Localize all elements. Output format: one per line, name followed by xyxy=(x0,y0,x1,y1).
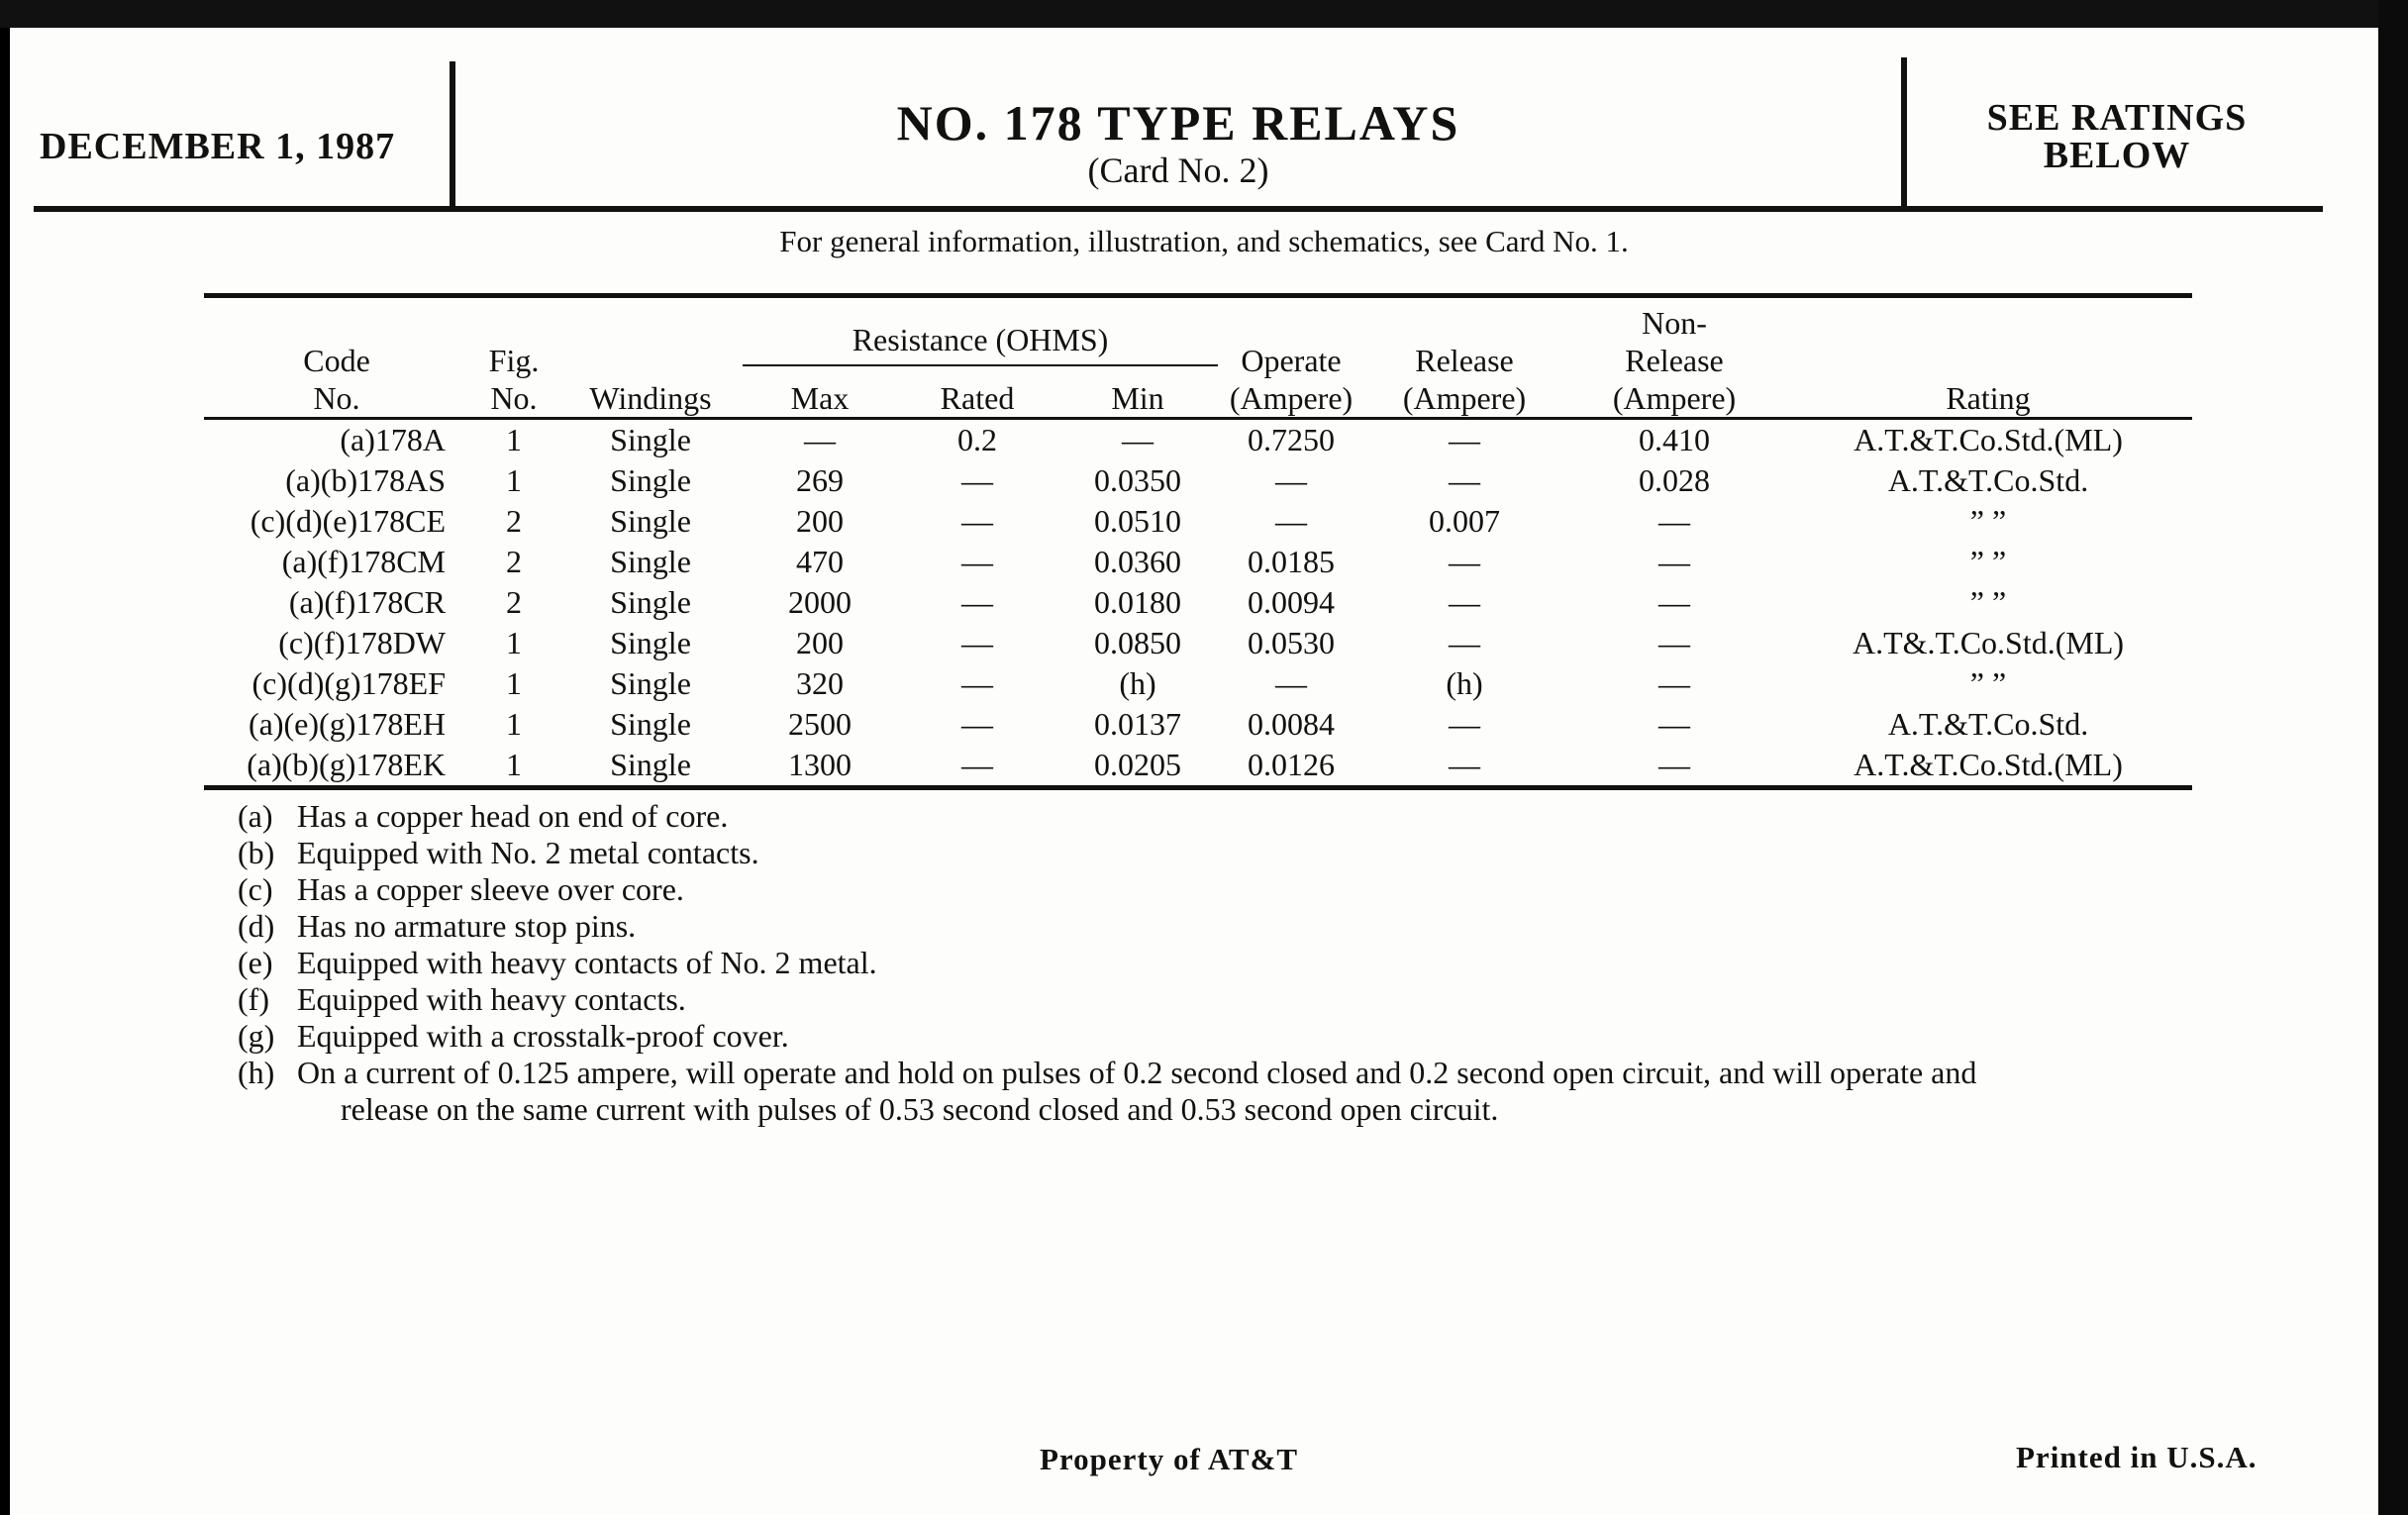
cell-rating: A.T.&T.Co.Std. xyxy=(1887,706,2089,742)
footnote-text: Equipped with a crosstalk-proof cover. xyxy=(297,1018,789,1054)
cell-operate: 0.0185 xyxy=(1248,544,1335,579)
cell-nonrelease: 0.410 xyxy=(1639,422,1710,457)
cell-release: — xyxy=(1449,706,1480,742)
footnote-text: Equipped with heavy contacts of No. 2 metal. xyxy=(297,945,877,980)
cell-nonrelease: 0.028 xyxy=(1639,462,1710,498)
cell-rating: ” ” xyxy=(1969,544,2007,579)
cell-operate: 0.0084 xyxy=(1248,706,1335,742)
cell-rated: — xyxy=(961,462,993,498)
cell-min: 0.0350 xyxy=(1094,462,1181,498)
table-row xyxy=(204,460,2192,501)
cell-release: (h) xyxy=(1446,665,1483,701)
ratings-note-line1: SEE RATINGS xyxy=(1986,97,2248,139)
cell-rated: — xyxy=(961,747,993,782)
cell-code: (c)(d)(g)178EF xyxy=(251,665,446,701)
table-row xyxy=(204,704,2192,745)
cell-max: 2000 xyxy=(788,584,852,620)
footnote-item xyxy=(238,981,2218,1018)
cell-operate: — xyxy=(1275,503,1307,539)
table-row xyxy=(204,419,2192,461)
printed-notice: Printed in U.S.A. xyxy=(2016,1440,2258,1474)
cell-min: 0.0510 xyxy=(1094,503,1181,539)
footnote-label: (d) xyxy=(238,908,275,944)
table-row xyxy=(204,745,2192,788)
cell-windings: Single xyxy=(610,625,691,660)
cell-max: — xyxy=(804,422,836,457)
cell-fig: 2 xyxy=(506,544,522,579)
cell-release: — xyxy=(1449,462,1480,498)
header-divider-right xyxy=(1901,57,1907,206)
footnote-label: (e) xyxy=(238,945,273,980)
footnote-label: (c) xyxy=(238,871,273,907)
cell-operate: 0.0094 xyxy=(1248,584,1335,620)
cell-code: (c)(f)178DW xyxy=(278,625,446,660)
cell-release: — xyxy=(1449,584,1480,620)
footnote-label: (h) xyxy=(238,1055,275,1090)
col-res-max: Max xyxy=(790,380,850,416)
cell-operate: 0.0126 xyxy=(1248,747,1335,782)
cell-fig: 1 xyxy=(506,462,522,498)
cell-rating: A.T.&T.Co.Std.(ML) xyxy=(1854,747,2123,782)
cell-nonrelease: — xyxy=(1658,625,1690,660)
footnote-item xyxy=(238,1018,2218,1055)
cell-rated: — xyxy=(961,665,993,701)
cell-windings: Single xyxy=(610,706,691,742)
col-fig: Fig. No. xyxy=(488,343,540,416)
cell-windings: Single xyxy=(610,503,691,539)
cell-windings: Single xyxy=(610,462,691,498)
footnote-text: Equipped with No. 2 metal contacts. xyxy=(297,835,759,870)
col-resistance-group: Resistance (OHMS) xyxy=(743,296,1218,366)
cell-release: — xyxy=(1449,422,1480,457)
cell-min: 0.0137 xyxy=(1094,706,1181,742)
cell-rating: A.T&.T.Co.Std.(ML) xyxy=(1852,625,2125,660)
cell-code: (a)178A xyxy=(340,422,446,457)
ratings-note xyxy=(1909,99,2325,174)
footnote-label: (b) xyxy=(238,835,275,870)
cell-code: (a)(b)178AS xyxy=(285,462,446,498)
cell-max: 269 xyxy=(796,462,844,498)
cell-fig: 2 xyxy=(506,503,522,539)
cell-max: 1300 xyxy=(788,747,852,782)
cell-code: (a)(b)(g)178EK xyxy=(247,747,446,782)
col-res-rated: Rated xyxy=(940,380,1015,416)
header-rule xyxy=(34,206,2323,212)
cell-min: 0.0850 xyxy=(1094,625,1181,660)
cell-max: 320 xyxy=(796,665,844,701)
cell-rating: ” ” xyxy=(1969,584,2007,620)
card-title-block xyxy=(455,95,1901,190)
footnote-text: Equipped with heavy contacts. xyxy=(297,981,686,1017)
footnote-text: Has no armature stop pins. xyxy=(297,908,637,944)
col-rating: Rating xyxy=(1946,380,2031,416)
cell-code: (a)(f)178CM xyxy=(281,544,446,579)
cell-release: 0.007 xyxy=(1429,503,1500,539)
cell-fig: 1 xyxy=(506,706,522,742)
cell-max: 470 xyxy=(796,544,844,579)
table-row xyxy=(204,542,2192,582)
cell-nonrelease: — xyxy=(1658,584,1690,620)
footnote-label: (a) xyxy=(238,798,273,834)
card-title: NO. 178 TYPE RELAYS xyxy=(896,95,1460,151)
cell-fig: 1 xyxy=(506,625,522,660)
cell-release: — xyxy=(1449,747,1480,782)
cell-windings: Single xyxy=(610,747,691,782)
card-subtitle: (Card No. 2) xyxy=(1087,151,1269,190)
cell-windings: Single xyxy=(610,544,691,579)
cell-rated: — xyxy=(961,625,993,660)
col-windings: Windings xyxy=(589,380,712,416)
cell-fig: 1 xyxy=(506,422,522,457)
footnote-item xyxy=(238,835,2218,871)
cell-windings: Single xyxy=(610,584,691,620)
table-row xyxy=(204,501,2192,542)
property-notice: Property of AT&T xyxy=(1040,1442,1299,1476)
cell-min: 0.0205 xyxy=(1094,747,1181,782)
footnote-item xyxy=(238,798,2218,835)
cell-rated: — xyxy=(961,706,993,742)
footnote-label: (g) xyxy=(238,1018,275,1054)
cell-windings: Single xyxy=(610,422,691,457)
footnote-label: (f) xyxy=(238,981,269,1017)
cell-nonrelease: — xyxy=(1658,665,1690,701)
table-row xyxy=(204,582,2192,623)
cell-nonrelease: — xyxy=(1658,747,1690,782)
cell-code: (c)(d)(e)178CE xyxy=(250,503,446,539)
cell-fig: 2 xyxy=(506,584,522,620)
footnote-item xyxy=(238,945,2218,981)
footnote-text: On a current of 0.125 ampere, will operate and hold on pulses of 0.2 second closed and 0.2 second open circuit, and will operate and xyxy=(297,1055,1977,1090)
cell-rated: — xyxy=(961,503,993,539)
footnote-text: Has a copper sleeve over core. xyxy=(297,871,684,907)
general-info-note: For general information, illustration, and schematics, see Card No. 1. xyxy=(779,224,1629,258)
cell-release: — xyxy=(1449,625,1480,660)
cell-operate: 0.0530 xyxy=(1248,625,1335,660)
cell-code: (a)(f)178CR xyxy=(288,584,446,620)
relay-table xyxy=(204,293,2192,790)
cell-nonrelease: — xyxy=(1658,706,1690,742)
ratings-note-line2: BELOW xyxy=(2043,135,2191,176)
table-row xyxy=(204,663,2192,704)
col-release: Release (Ampere) xyxy=(1402,343,1527,416)
cell-rated: 0.2 xyxy=(957,422,997,457)
footnote-text: Has a copper head on end of core. xyxy=(297,798,729,834)
cell-max: 200 xyxy=(796,625,844,660)
cell-windings: Single xyxy=(610,665,691,701)
cell-min: 0.0180 xyxy=(1094,584,1181,620)
cell-fig: 1 xyxy=(506,665,522,701)
cell-rated: — xyxy=(961,544,993,579)
cell-rating: ” ” xyxy=(1969,503,2007,539)
cell-rating: A.T.&T.Co.Std.(ML) xyxy=(1854,422,2123,457)
footnote-item xyxy=(238,871,2218,908)
cell-rating: ” ” xyxy=(1969,665,2007,701)
cell-release: — xyxy=(1449,544,1480,579)
cell-code: (a)(e)(g)178EH xyxy=(249,706,446,742)
cell-max: 2500 xyxy=(788,706,852,742)
footnote-h-continuation: release on the same current with pulses of 0.53 second closed and 0.53 second open circuit. xyxy=(341,1091,1499,1127)
card-date: DECEMBER 1, 1987 xyxy=(40,126,396,167)
col-res-min: Min xyxy=(1111,380,1164,416)
cell-min: (h) xyxy=(1119,665,1156,701)
cell-min: 0.0360 xyxy=(1094,544,1181,579)
table-row xyxy=(204,623,2192,663)
cell-min: — xyxy=(1122,422,1154,457)
col-operate: Operate (Ampere) xyxy=(1229,343,1354,416)
footnote-item xyxy=(238,1055,2218,1091)
cell-rated: — xyxy=(961,584,993,620)
cell-nonrelease: — xyxy=(1658,503,1690,539)
cell-operate: — xyxy=(1275,665,1307,701)
cell-rating: A.T.&T.Co.Std. xyxy=(1887,462,2089,498)
footnote-item xyxy=(238,908,2218,945)
cell-nonrelease: — xyxy=(1658,544,1690,579)
col-nonrelease: Non- Release (Ampere) xyxy=(1612,305,1737,416)
scan-border-top xyxy=(0,0,2408,28)
cell-fig: 1 xyxy=(506,747,522,782)
footnotes xyxy=(238,798,2218,1128)
cell-max: 200 xyxy=(796,503,844,539)
cell-operate: 0.7250 xyxy=(1248,422,1335,457)
col-code: Code No. xyxy=(303,343,370,416)
cell-operate: — xyxy=(1275,462,1307,498)
